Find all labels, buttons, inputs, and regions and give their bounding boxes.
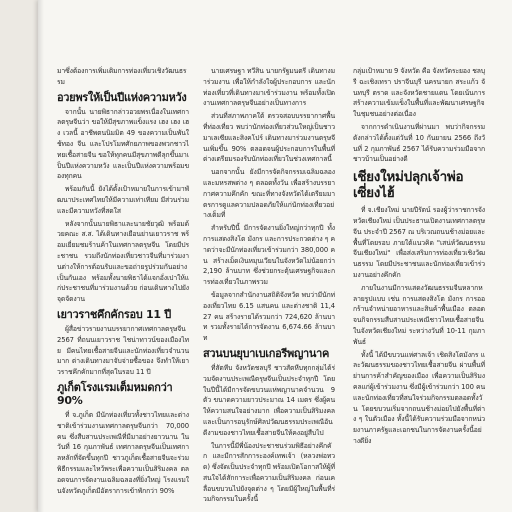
paragraph: นายเศรษฐา ทวีสิน นายกรัฐมนตรี เดินทางมาร่วมงาน เพื่อให้กำลังใจผู้ประกอบการ และนักท่องเที่ยวที่เดินทางมาเข้าร่วมงาน พร้อมทั้งเปิดงานเทศกาลตรุษจีนอย่างเป็นทางการ — [203, 67, 335, 108]
column-2 — [203, 66, 335, 506]
paragraph: พร้อมกันนี้ ยังได้ตั้งเป้าหมายในการเข้ามาพัฒนาประเทศไทยให้มีความเท่าเทียม มีส่วนร่วม และมีความหวังที่สดใส — [57, 185, 189, 215]
section-heading: ภูเก็ตโรงแรมเต็มหมดกว่า 90% — [57, 380, 173, 407]
paragraph: ที่ จ.ภูเก็ต มีนักท่องเที่ยวทั้งชาวไทยและต่างชาติเข้าร่วมงานเทศกาลตรุษจีนกว่า 70,000 คน ซึ่งสืบสานประเพณีที่มีมาอย่างยาวนาน ในวันที่ 16 กุมภาพันธ์ เทศกาลตรุษจีนเป็นเทศกาลหลักที่จัดขึ้นทุกปี ชาวภูเก็ตเชื้อสายจีนจะร่วมพิธีกรรมและไหว้พระเพื่อความเป็นสิริมงคล ตลอดจนการจัดงานเฉลิมฉลองที่ยิ่งใหญ่ โรงแรมในจังหวัดภูเก็ตมีอัตราการเข้าพักกว่า 90% — [57, 410, 189, 495]
paragraph: ในการนี้มีพี่น้องประชาชนร่วมพิธีอย่างคึกคัก และมีการสักการะองค์เทพเจ้า (หลวงพ่อทวด) ซึ่งจัดเป็นประจำทุกปี พร้อมเปิดโอกาสให้ผู้ที่สนใจได้สักการะเพื่อความเป็นสิริมงคล ก่อนเคลื่อนขบวนไปยังจุดต่าง ๆ โดยมีผู้ใหญ่ในพื้นที่ร่วมกิจกรรมในครั้งนี้ — [203, 441, 335, 504]
paragraph: ที่สัตหีบ จังหวัดชลบุรี ชาวสัตหีบทุกกลุ่มได้ร่วมจัดงานประเพณีตรุษจีนเป็นประจำทุกปี โดยในปีนี้ได้มีการจัดขบวนแห่พญานาคจำนวน 9 ตัว ขนาดความยาวประมาณ 14 เมตร ซึ่งผู้คนให้ความสนใจอย่างมาก เพื่อความเป็นสิริมงคล และเป็นการอนุรักษ์ศิลปวัฒนธรรมประเพณีอันดีงามของชาวไทยเชื้อสายจีนให้คงอยู่สืบไป — [203, 363, 335, 437]
paragraph: หลังจากนั้นนายพิธาและนายชัยวุฒิ พร้อมด้วยคณะ ส.ส. ได้เดินทางเยือนย่านเยาวราช พร้อมเยี่ยมชมร้านค้าในเทศกาลตรุษจีน โดยมีประชาชน รวมถึงนักท่องเที่ยวชาวจีนที่มาร่วมงานต่างให้การต้อนรับและขอถ่ายรูปร่วมกันอย่างเป็นกันเอง พร้อมทั้งนายพิธาได้แจกอั่งเปาให้แก่ประชาชนที่มาร่วมงานด้วย ก่อนเดินทางไปยังจุดจัดงาน — [57, 219, 189, 304]
paragraph: ภายในงานมีการแสดงวัฒนธรรมจีนหลากหลายรูปแบบ เช่น การแสดงสิงโต มังกร การออกร้านจำหน่ายอาหารและสินค้าพื้นเมือง ตลอดจนกิจกรรมสืบสานประเพณีชาวไทยเชื้อสายจีนในจังหวัดเชียงใหม่ ระหว่างวันที่ 10-11 กุมภาพันธ์ — [353, 283, 485, 346]
section-heading: สวนบนยุบาเบเกอรีพญานาค — [203, 346, 330, 360]
paragraph: นอกจากนั้น ยังมีการจัดกิจกรรมเฉลิมฉลองและมหรสพต่าง ๆ ตลอดทั้งวัน เพื่อสร้างบรรยากาศความคึกคัก ขณะที่ทางจังหวัดได้เตรียมมาตรการดูแลความปลอดภัยให้แก่นักท่องเที่ยวอย่างเต็มที่ — [203, 168, 335, 220]
column-1 — [57, 66, 189, 506]
paragraph: มาซึ่งต้องการเพิ่มเติมการท่องเที่ยวเชิงวัฒนธรรม — [57, 67, 187, 86]
section-heading: เชียงใหม่ปลุกเจ้าพ่อเซี่ยงไฮ้ — [353, 169, 464, 202]
paragraph: ทั้งนี้ ได้มีขบวนแห่ศาลเจ้า เชิดสิงโตมังกร และวัฒนธรรมของชาวไทยเชื้อสายจีน ผ่านพื้นที่ย่านการค้าสำคัญของเมือง เพื่อความเป็นสิริมงคลแก่ผู้เข้าร่วมงาน ซึ่งมีผู้เข้าร่วมกว่า 100 คน และนักท่องเที่ยวที่สนใจร่วมกิจกรรมตลอดทั้งวัน โดยขบวนเริ่มจากถนนช้างม่อยไปยังพื้นที่ต่าง ๆ ในตัวเมือง ทั้งนี้ได้รับความร่วมมือจากหน่วยงานภาครัฐและเอกชนในการจัดงานครั้งนี้อย่างดียิ่ง — [353, 350, 485, 445]
paragraph: ผู้สื่อข่าวรายงานบรรยากาศเทศกาลตรุษจีน 2567 ที่ถนนเยาวราช ไชน่าทาวน์ของเมืองไทย มีคนไทยเชื้อสายจีนและนักท่องเที่ยวจำนวนมาก ต่างเดินทางมาจับจ่ายซื้อของ จึงทำให้เยาวราชคึกคักมากที่สุดในรอบ 11 ปี — [57, 324, 189, 377]
paragraph: จากการดำเนินงานที่ผ่านมา พบว่ากิจกรรมดังกล่าวได้ตั้งแต่วันที่ 10 กันยายน 2566 ถึงวันที่ 2 กุมภาพันธ์ 2567 ได้รับความร่วมมือจากชาวบ้านเป็นอย่างดี — [353, 122, 485, 164]
paragraph: ที่ จ.เชียงใหม่ นายปีรัตน์ รองผู้ว่าราชการจังหวัดเชียงใหม่ เป็นประธานเปิดงานเทศกาลตรุษจีน ประจำปี 2567 ณ บริเวณถนนช้างม่อยและพื้นที่โดยรอบ ภายใต้แนวคิด "เสน่ห์วัฒนธรรมจีนเชียงใหม่" เพื่อส่งเสริมการท่องเที่ยวเชิงวัฒนธรรม โดยมีประชาชนและนักท่องเที่ยวเข้าร่วมงานอย่างคึกคัก — [353, 206, 485, 279]
paragraph: ข้อมูลจากสำนักงานสถิติจังหวัด พบว่ามีนักท่องเที่ยวไทย 6.15 แสนคน และต่างชาติ 11,427 คน สร้างรายได้รวมกว่า 724,620 ล้านบาท รวมทั้งรายได้การจัดงาน 6,674.66 ล้านบาท — [203, 290, 335, 343]
paragraph: จากนั้น นายพิธากล่าวอวยพรเนื่องในเทศกาลตรุษจีนว่า ขอให้มีสุขภาพแข็งแรง เฮง เฮง เฮง เวลนี้ อาชีพตนนิมมิต 49 ของความเป็นพันใช้ทอง จีน และโปรโมทศักยภาพของพวกชาวไทยเชื้อสายจีน ขอให้ทุกคนมีสุขภาพดีลุกขึ้นมาเป็นปีแห่งความหวัง และเป็นปีแห่งความพร้อมของทุกคน — [57, 107, 189, 181]
newspaper-page — [38, 0, 512, 512]
section-heading: อวยพรให้เป็นปีแห่งความหวัง — [57, 90, 187, 104]
section-heading: เยาวราชคึกคักรอบ 11 ปี — [57, 307, 171, 321]
paragraph: กลุ่มเป้าหมาย 9 จังหวัด คือ จังหวัดระยอง ชลบุรี ฉะเชิงเทรา ปราจีนบุรี นครนายก สระแก้ว จันทบุรี ตราด และจังหวัดชายแดน โดยเน้นการสร้างความเข้มแข็งในพื้นที่และพัฒนาเศรษฐกิจในชุมชนอย่างต่อเนื่อง — [353, 67, 485, 119]
column-3 — [353, 66, 485, 506]
paragraph: ส่วนที่สภาพภาคใต้ ตรวจสอบบรรยากาศพื้นที่ท่องเที่ยว พบว่านักท่องเที่ยวส่วนใหญ่เป็นชาวมาเลเซียและสิงคโปร์ เดินทางมาร่วมงานตรุษจีนเพิ่มขึ้น 90% ตลอดจนผู้ประกอบการในพื้นที่ต่างเตรียมรองรับนักท่องเที่ยวในช่วงเทศกาลนี้ — [203, 112, 335, 164]
paragraph: สำหรับปีนี้ มีการจัดงานยิ่งใหญ่กว่าทุกปี ทั้งการแสดงสิงโต มังกร และการประกวดต่าง ๆ คาดว่าจะมีนักท่องเที่ยวเข้าร่วมกว่า 380,000 คน สร้างเม็ดเงินหมุนเวียนในจังหวัดไม่น้อยกว่า 2,190 ล้านบาท ซึ่งช่วยกระตุ้นเศรษฐกิจและการท่องเที่ยวในภาพรวม — [203, 224, 335, 287]
